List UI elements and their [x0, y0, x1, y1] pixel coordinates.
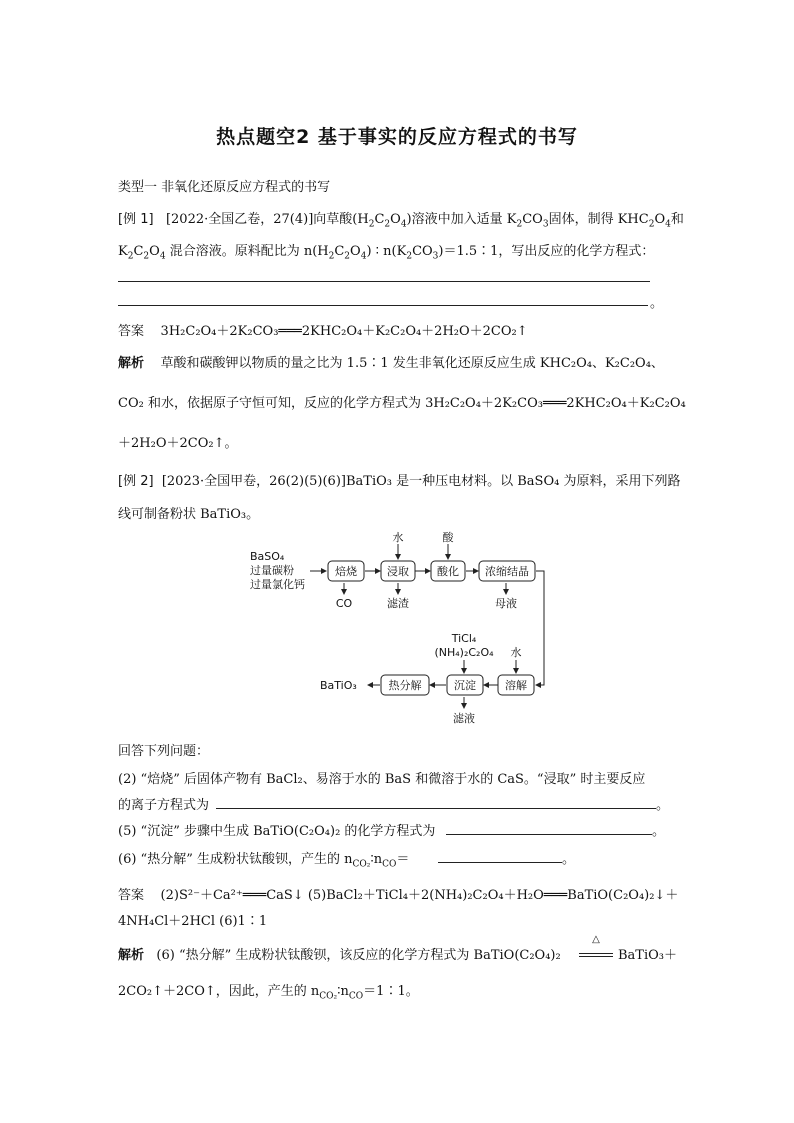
flow-label-dissolve: 溶解: [505, 679, 527, 692]
flow-label-acidify: 酸化: [437, 565, 459, 578]
example-2-analysis-2: 2CO₂↑＋2CO↑，因此，产生的 $n_{CO_2}∶n_{CO}=1∶1$。: [118, 984, 419, 1002]
period: 。: [650, 296, 664, 311]
flow-input-acid: 酸: [442, 531, 454, 544]
flow-output-co: CO: [335, 597, 353, 610]
question-2-line-2: 的离子方程式为: [118, 798, 210, 813]
question-2-line-1: (2) “焙烧” 后固体产物有 BaCl₂、易溶于水的 BaS 和微溶于水的 CaS。“浸取” 时主要反应: [118, 772, 646, 787]
answer-blank-line[interactable]: [446, 834, 652, 835]
example-2-answer-2: 4NH₄Cl＋2HCl (6)1∶1: [118, 914, 268, 929]
equation-arrow-line: [579, 956, 613, 957]
process-flowchart: [240, 530, 570, 730]
period: 。: [562, 852, 576, 867]
example-2-answer-1: 答案 (2)S²⁻＋Ca²⁺═══CaS↓ (5)BaCl₂＋TiCl₄＋2(NH₄)₂C₂O₄＋H₂O═══BaTiO(C₂O₄)₂↓＋: [118, 888, 679, 903]
answer-blank-line[interactable]: [438, 862, 562, 863]
raw-material-carbon: 过量碳粉: [250, 564, 294, 577]
example-1-analysis-2: CO₂ 和水，依据原子守恒可知，反应的化学方程式为 3H₂C₂O₄＋2K₂CO₃═══2KHC₂O₄＋K₂C₂O₄: [118, 396, 686, 411]
example-2-analysis-1: 解析 (6) “热分解” 生成粉状钛酸钡，该反应的化学方程式为 BaTiO(C₂O₄)₂: [118, 948, 561, 963]
flow-input-ticl4: TiCl₄: [451, 632, 477, 645]
answer-blank-line[interactable]: [216, 808, 656, 809]
flow-label-roasting: 焙烧: [335, 565, 357, 578]
raw-material-cacl2: 过量氯化钙: [250, 578, 305, 591]
answer-text: 3H₂C₂O₄＋2K₂CO₃═══2KHC₂O₄＋K₂C₂O₄＋2H₂O＋2CO₂↑: [160, 324, 528, 339]
flow-output-residue: 滤渣: [387, 597, 409, 610]
heat-symbol: △: [592, 934, 600, 945]
example-2-line-2: 线可制备粉状 BaTiO₃。: [118, 507, 260, 522]
raw-material-baso4: BaSO₄: [250, 550, 285, 563]
questions-prompt: 回答下列问题：: [118, 744, 210, 759]
period: 。: [652, 824, 666, 839]
flow-product: BaTiO₃: [320, 679, 357, 692]
answer-blank-line[interactable]: [118, 281, 650, 282]
answer-blank-line[interactable]: [118, 305, 648, 306]
example-2-line-1: [例 2] [2023·全国甲卷，26(2)(5)(6)]BaTiO₃ 是一种压电材料。以 BaSO₄ 为原料，采用下列路: [118, 474, 681, 489]
answer-label: 答案: [118, 324, 145, 339]
example-2-tag: [例 2]: [118, 474, 154, 489]
example-1-line-2: $K_2C_2O_4$ 混合溶液。原料配比为 $n(H_2C_2O_4)$ ∶ $n(K_2CO_3)=1.5∶1$，写出反应的化学方程式：: [118, 244, 655, 262]
section-heading: 类型一 非氧化还原反应方程式的书写: [118, 180, 331, 195]
example-1-analysis-3: ＋2H₂O＋2CO₂↑。: [118, 436, 238, 451]
example-1-answer: [118, 320, 528, 339]
flow-output-mother-liquor: 母液: [495, 597, 517, 610]
example-1-analysis-1: 解析 草酸和碳酸钾以物质的量之比为 1.5∶1 发生非氧化还原反应生成 KHC₂O₄、K₂C₂O₄、: [118, 356, 664, 371]
period: 。: [656, 798, 670, 813]
flow-label-crystallize: 浓缩结晶: [485, 565, 529, 578]
example-1-source: [2022·全国乙卷，27(4)]: [165, 212, 314, 227]
flow-input-water: 水: [392, 531, 404, 544]
page-title: 热点题空2 基于事实的反应方程式的书写: [216, 126, 578, 148]
flow-label-pyrolysis: 热分解: [388, 679, 422, 692]
equation-arrow-line: [579, 953, 613, 954]
flow-label-leaching: 浸取: [387, 565, 409, 578]
example-2-analysis-1b: BaTiO₃＋: [618, 948, 678, 963]
question-5: (5) “沉淀” 步骤中生成 BaTiO(C₂O₄)₂ 的化学方程式为: [118, 824, 436, 839]
question-6: (6) “热分解” 生成粉状钛酸钡，产生的 $n_{CO_2}∶n_{CO}=$: [118, 852, 410, 870]
flow-input-ammonium-oxalate: (NH₄)₂C₂O₄: [434, 646, 494, 659]
answer-label: 答案: [118, 888, 145, 903]
example-1-line-1: [例 1] [2022·全国乙卷，27(4)]向草酸$(H_2C_2O_4)$溶液中加入适量 $K_2CO_3$固体，制得 $KHC_2O_4$和: [118, 212, 684, 230]
analysis-label: 解析: [118, 948, 145, 963]
analysis-label: 解析: [118, 356, 145, 371]
flow-input-water-2: 水: [510, 646, 522, 659]
flow-label-precipitate: 沉淀: [454, 679, 476, 692]
flow-output-filtrate: 滤液: [453, 712, 475, 725]
example-1-tag: [例 1]: [118, 212, 154, 227]
